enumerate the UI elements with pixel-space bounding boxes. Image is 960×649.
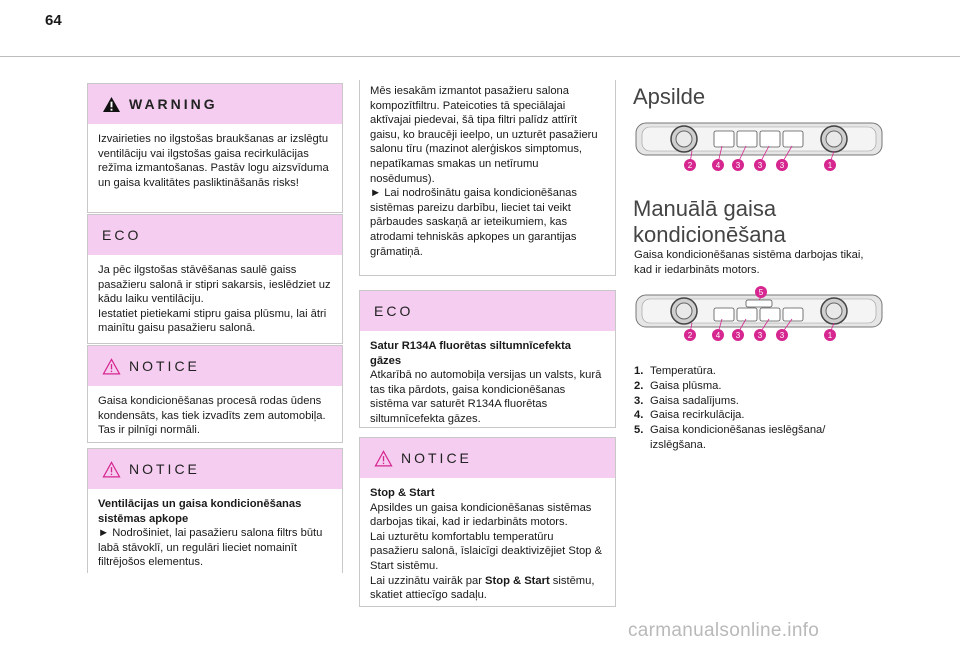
filter-text-1: Mēs iesakām izmantot pasažieru salona kompozītfiltru. Pateicoties tā speciālajai aktīvajai piedevai, šā tipa filtri palīdz attīrīt gaisu, ko braucēji ieelpo, un uzturēt pasažieru salonu tīru (mazinot alerģiskos simptomus, nepatīkamas smakas un netīrumu nosēdumus). [370,85,598,185]
page-number: 64 [45,12,62,29]
ac-button [746,300,772,307]
eco-header [88,215,342,255]
filter-text-block [359,80,616,276]
heading-manual-ac: Manuālā gaisa kondicionēšana [633,196,786,247]
callout-5: 5 [758,288,764,297]
caution-triangle-icon [102,358,121,375]
eco-text-1: Ja pēc ilgstošas stāvēšanas saulē gaiss pasažieru salonā ir stipri sakarsis, ieslēdziet uz kādu laiku ventilāciju. [98,264,331,306]
stop-start-text-1: Apsildes un gaisa kondicionēšanas sistēmas darbojas tikai, kad ir iedarbināts motors. [370,501,592,529]
top-rule [0,56,960,57]
eco-box-left [87,214,343,344]
maintenance-text: ► Nodrošiniet, lai pasažieru salona filtrs būtu labā stāvoklī, un regulāri lieciet nomainīt filtrējošos elementus. [98,527,323,569]
callout-1: 1 [827,161,833,170]
list-item: 3. Gaisa sadalījums. [634,394,739,407]
list-item: 5. Gaisa kondicionēšanas ieslēgšana/ izslēgšana. [634,424,826,451]
ac-control-panel [634,286,884,346]
stop-start-heading: Stop & Start [370,487,435,499]
ac-intro-text: Gaisa kondicionēšanas sistēma darbojas tikai, kad ir iedarbināts motors. [634,249,864,276]
heating-control-panel [634,118,884,176]
filter-text-2: ► Lai nodrošinātu gaisa kondicionēšanas sistēmas pareizu darbību, lieciet tai veikt pārbaudes saskaņā ar ieteikumiem, kas atrodami tehniskās apkopes un garantijas grāmatiņā. [370,187,577,258]
notice-box-2 [87,448,343,573]
callout-4: 4 [715,161,721,170]
notice-header [88,346,342,386]
maintenance-heading: Ventilācijas un gaisa kondicionēšanas sistēmas apkope [98,498,302,525]
notice-box-stop-start [359,437,616,607]
bullet-arrow-icon: ► [98,527,110,540]
callout-3: 3 [779,331,785,340]
refrigerant-text: Atkarībā no automobiļa versijas un valsts, kurā tas tika pārdots, gaisa kondicionēšanas sistēma var saturēt R134A fluorētas siltumnīcefekta gāzes. [370,369,602,425]
callout-2: 2 [687,161,693,170]
callout-numbers [684,159,836,171]
callout-4: 4 [715,331,721,340]
warning-text: Izvairieties no ilgstošas braukšanas ar izslēgtu ventilāciju vai ilgstošas gaisa recirkulācijas režīma izmantošanas. Pastāv logu aizsvīduma un gaisa kvalitātes pasliktināšanās risks! [98,133,329,189]
list-item: 4. Gaisa recirkulācija. [634,409,745,422]
bullet-arrow-icon: ► [370,187,382,200]
notice-title: NOTICE [401,450,472,466]
list-item: 2. Gaisa plūsma. [634,379,722,392]
caution-triangle-icon [102,461,121,478]
notice-title: NOTICE [129,461,200,477]
stop-start-text-2: Lai uzturētu komfortablu temperatūru pasažieru salonā, īslaicīgi deaktivizējiet Stop & Start sistēmu. [370,530,602,572]
callout-1: 1 [827,331,833,340]
eco-header [360,291,615,331]
caution-triangle-icon [374,450,393,467]
callout-3: 3 [757,161,763,170]
stop-start-text-3: Lai uzzinātu vairāk par Stop & Start sistēmu, skatiet attiecīgo sadaļu. [370,574,595,602]
callout-3: 3 [735,331,741,340]
control-legend-list [634,364,840,453]
eco-title: ECO [374,303,414,319]
refrigerant-heading: Satur R134A fluorētas siltumnīcefekta gāzes [370,340,572,367]
heading-heating: Apsilde [633,84,706,109]
notice-text: Gaisa kondicionēšanas procesā rodas ūdens kondensāts, kas tiek izvadīts zem automobiļa. Tas ir pilnīgi normāli. [98,395,326,437]
warning-title: WARNING [129,96,218,112]
notice-title: NOTICE [129,358,200,374]
eco-title: ECO [102,227,142,243]
callout-3: 3 [779,161,785,170]
notice-box-1 [87,345,343,443]
watermark: carmanualsonline.info [628,620,820,641]
list-item: 1. Temperatūra. [634,365,716,377]
eco-box-middle [359,290,616,428]
warning-header [88,84,342,124]
callout-3: 3 [735,161,741,170]
eco-text-2: Iestatiet pietiekami stipru gaisa plūsmu, lai ātri mainītu gaisu pasažieru salonā. [98,307,327,335]
warning-box [87,83,343,213]
warning-triangle-icon [102,96,121,113]
notice-header [360,438,615,478]
callout-3: 3 [757,331,763,340]
callout-2: 2 [687,331,693,340]
notice-header [88,449,342,489]
